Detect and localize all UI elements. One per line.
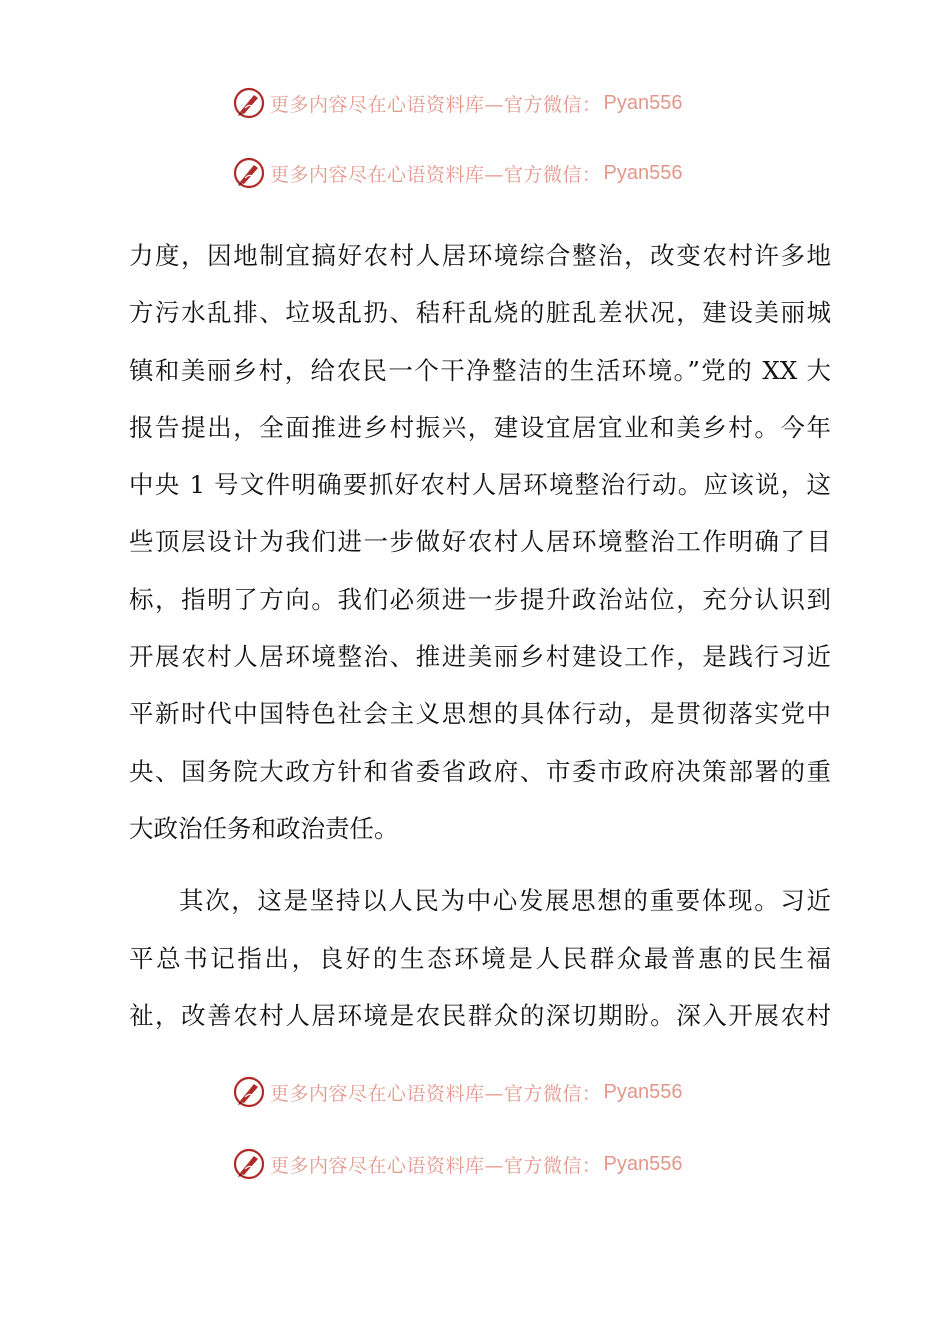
pen-logo-icon bbox=[232, 156, 266, 190]
document-body bbox=[129, 227, 831, 1044]
text-line: 镇和美丽乡村，给农民一个干净整洁的生活环境。”党的 XX 大 bbox=[129, 355, 831, 385]
text-line: 平新时代中国特色社会主义思想的具体行动，是贯彻落实党中 bbox=[129, 699, 831, 729]
text-line: 其次，这是坚持以人民为中心发展思想的重要体现。习近 bbox=[179, 886, 831, 916]
text-line: 方污水乱排、垃圾乱扔、秸秆乱烧的脏乱差状况，建设美丽城 bbox=[129, 298, 831, 328]
watermark-footer-2 bbox=[232, 1147, 682, 1181]
paragraph-2 bbox=[129, 872, 831, 1044]
watermark-wechat-id: Pyan556 bbox=[603, 1080, 683, 1103]
watermark-text: 更多内容尽在心语资料库—官方微信： bbox=[270, 1082, 602, 1105]
text-line: 力度，因地制宜搞好农村人居环境综合整治，改变农村许多地 bbox=[129, 241, 831, 270]
watermark-wechat-id: Pyan556 bbox=[603, 1152, 683, 1175]
text-line: 平总书记指出，良好的生态环境是人民群众最普惠的民生福 bbox=[129, 943, 831, 973]
watermark-wechat-id: Pyan556 bbox=[603, 91, 683, 114]
text-line: 报告提出，全面推进乡村振兴，建设宜居宜业和美乡村。今年 bbox=[129, 412, 831, 442]
watermark-header-2 bbox=[232, 156, 682, 190]
watermark-text: 更多内容尽在心语资料库—官方微信： bbox=[270, 163, 602, 186]
paragraph-1 bbox=[129, 227, 831, 857]
watermark-text: 更多内容尽在心语资料库—官方微信： bbox=[270, 1154, 602, 1177]
text-line: 大政治任务和政治责任。 bbox=[129, 813, 399, 843]
text-line: 中央 1 号文件明确要抓好农村人居环境整治行动。应该说，这 bbox=[129, 470, 831, 500]
text-line: 标，指明了方向。我们必须进一步提升政治站位，充分认识到 bbox=[129, 584, 831, 614]
text-line: 些顶层设计为我们进一步做好农村人居环境整治工作明确了目 bbox=[129, 527, 831, 557]
text-line: 央、国务院大政方针和省委省政府、市委市政府决策部署的重 bbox=[129, 756, 831, 786]
text-line: 祉，改善农村人居环境是农民群众的深切期盼。深入开展农村 bbox=[129, 1000, 831, 1030]
watermark-footer-1 bbox=[232, 1075, 682, 1109]
pen-logo-icon bbox=[232, 86, 266, 120]
watermark-wechat-id: Pyan556 bbox=[603, 161, 683, 184]
pen-logo-icon bbox=[232, 1075, 266, 1109]
watermark-header-1 bbox=[232, 86, 682, 120]
pen-logo-icon bbox=[232, 1147, 266, 1181]
watermark-text: 更多内容尽在心语资料库—官方微信： bbox=[270, 93, 602, 116]
text-line: 开展农村人居环境整治、推进美丽乡村建设工作，是践行习近 bbox=[129, 642, 831, 672]
